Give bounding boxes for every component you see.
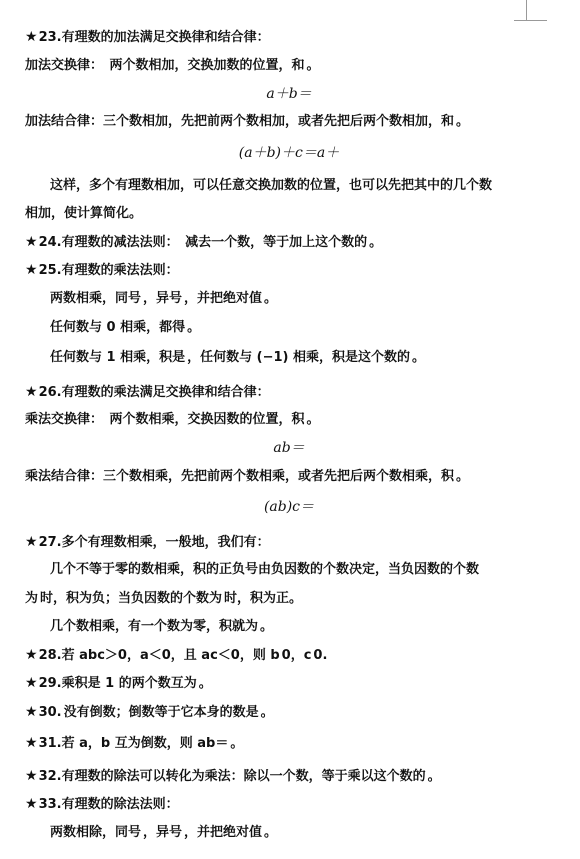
- item-29-question: ★29.乘积是 1 的两个数互为 。: [25, 675, 212, 691]
- product-sign-rule-line-2: 为 时，积为负；当负因数的个数为 时，积为正。: [25, 591, 303, 606]
- product-sign-rule-line-1: 几个不等于零的数相乘，积的正负号由负因数的个数决定，当负因数的个数: [50, 562, 480, 577]
- item-30-question: ★30. 没有倒数；倒数等于它本身的数是 。: [25, 704, 274, 720]
- multiplication-associative-formula: (ab)c＝: [263, 499, 315, 515]
- addition-associative-formula: (a＋b)＋c＝a＋: [238, 145, 340, 161]
- addition-note-line-2: 相加，使计算简化。: [25, 206, 143, 221]
- black-star-icon: ★: [25, 796, 38, 812]
- multiplication-associative-law: 乘法结合律：三个数相乘，先把前两个数相乘，或者先把后两个数相乘，积 。: [25, 469, 470, 484]
- item-25-heading: ★25.有理数的乘法法则：: [25, 262, 179, 278]
- black-star-icon: ★: [25, 534, 38, 550]
- item-28-question: ★28.若 abc＞0，a＜0，且 ac＜0，则 b 0，c 0.: [25, 647, 328, 663]
- item-31-question: ★31.若 a，b 互为倒数，则 ab＝ 。: [25, 735, 244, 751]
- item-27-heading: ★27.多个有理数相乘，一般地，我们有：: [25, 534, 270, 550]
- item-26-heading: ★26.有理数的乘法满足交换律和结合律：: [25, 384, 270, 400]
- multiplication-sign-rule: 两数相乘，同号 ，异号 ，并把绝对值 。: [50, 291, 278, 306]
- multiplication-commutative-law: 乘法交换律： 两个数相乘，交换因数的位置，积 。: [25, 412, 320, 427]
- black-star-icon: ★: [25, 768, 38, 784]
- black-star-icon: ★: [25, 29, 38, 45]
- item-33-heading: ★33.有理数的除法法则：: [25, 796, 179, 812]
- black-star-icon: ★: [25, 735, 38, 751]
- black-star-icon: ★: [25, 704, 38, 720]
- multiply-by-zero-rule: 任何数与 0 相乘，都得 。: [50, 320, 201, 335]
- item-32-division-as-multiplication: ★32.有理数的除法可以转化为乘法：除以一个数，等于乘以这个数的 。: [25, 768, 441, 784]
- black-star-icon: ★: [25, 647, 38, 663]
- multiplication-commutative-formula: ab＝: [273, 440, 305, 456]
- black-star-icon: ★: [25, 262, 38, 278]
- item-24-subtraction-rule: ★24.有理数的减法法则： 减去一个数，等于加上这个数的 。: [25, 234, 383, 250]
- item-23-heading: ★23.有理数的加法满足交换律和结合律：: [25, 29, 270, 45]
- product-with-zero-rule: 几个数相乘，有一个数为零，积就为 。: [50, 619, 274, 634]
- addition-commutative-formula: a＋b＝: [266, 86, 312, 102]
- multiply-by-one-rule: 任何数与 1 相乘，积是 ，任何数与 (−1) 相乘，积是这个数的 。: [50, 350, 425, 365]
- division-sign-rule: 两数相除，同号 ，异号 ，并把绝对值 。: [50, 825, 278, 840]
- addition-note-line-1: 这样，多个有理数相加，可以任意交换加数的位置，也可以先把其中的几个数: [50, 178, 493, 193]
- black-star-icon: ★: [25, 384, 38, 400]
- black-star-icon: ★: [25, 234, 38, 250]
- addition-commutative-law: 加法交换律： 两个数相加，交换加数的位置，和 。: [25, 58, 320, 73]
- black-star-icon: ★: [25, 675, 38, 691]
- addition-associative-law: 加法结合律：三个数相加，先把前两个数相加，或者先把后两个数相加，和 。: [25, 114, 470, 129]
